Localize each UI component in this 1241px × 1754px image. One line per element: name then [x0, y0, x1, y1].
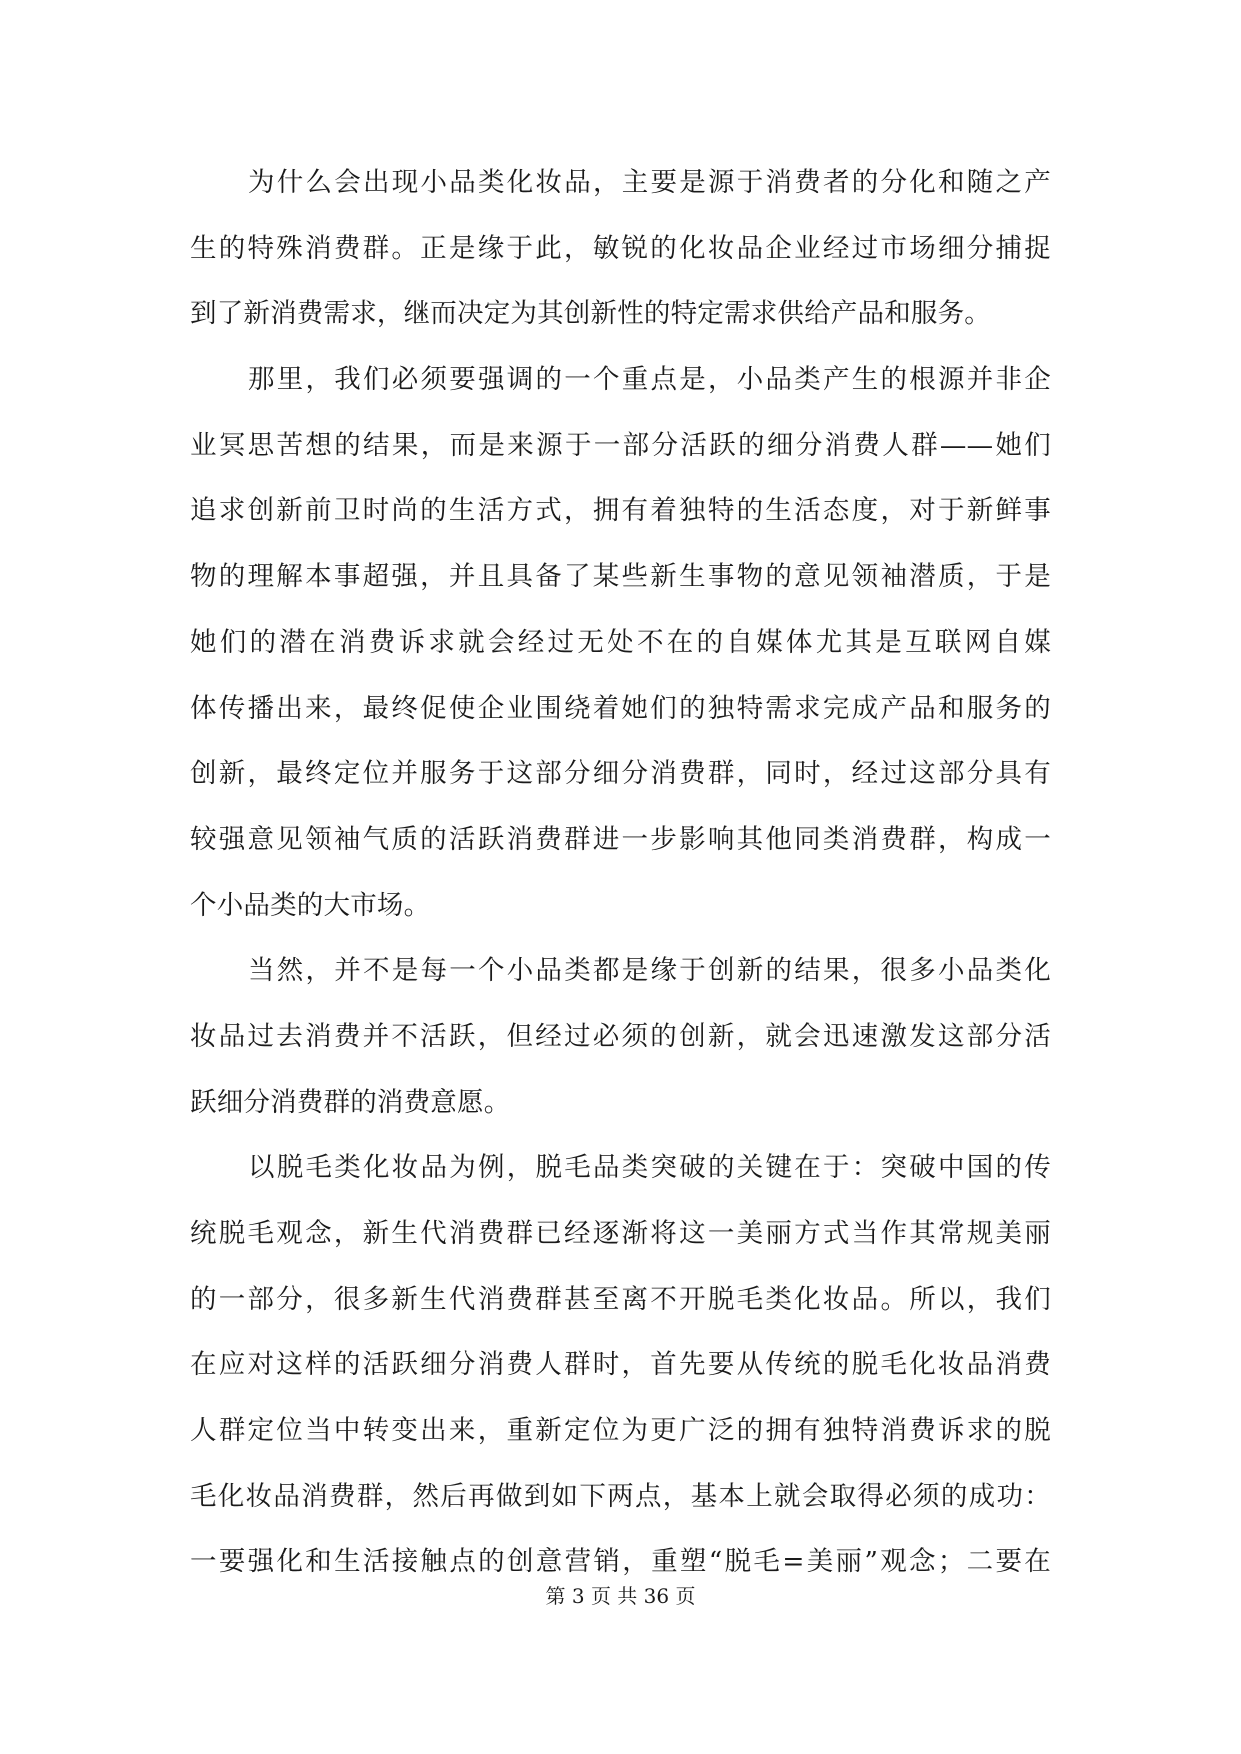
text-line: 当然，并不是每一个小品类都是缘于创新的结果，很多小品类化 — [248, 955, 1051, 987]
text-line: 追求创新前卫时尚的生活方式，拥有着独特的生活态度，对于新鲜事 — [190, 495, 1051, 527]
text-line: 在应对这样的活跃细分消费人群时，首先要从传统的脱毛化妆品消费 — [190, 1349, 1051, 1381]
text-line: 到了新消费需求，继而决定为其创新性的特定需求供给产品和服务。 — [190, 298, 991, 330]
text-line: 的一部分，很多新生代消费群甚至离不开脱毛类化妆品。所以，我们 — [190, 1283, 1051, 1315]
text-line: 那里，我们必须要强调的一个重点是，小品类产生的根源并非企 — [248, 364, 1051, 396]
text-line: 跃细分消费群的消费意愿。 — [190, 1086, 511, 1118]
text-line: 一要强化和生活接触点的创意营销，重塑“脱毛=美丽”观念；二要在 — [190, 1546, 1051, 1578]
text-line: 毛化妆品消费群，然后再做到如下两点，基本上就会取得必须的成功： — [190, 1480, 1051, 1512]
text-line: 业冥思苦想的结果，而是来源于一部分活跃的细分消费人群——她们 — [190, 429, 1051, 461]
text-line: 统脱毛观念，新生代消费群已经逐渐将这一美丽方式当作其常规美丽 — [190, 1218, 1051, 1249]
body-text — [190, 160, 1051, 1605]
text-line: 创新，最终定位并服务于这部分细分消费群，同时，经过这部分具有 — [190, 758, 1051, 790]
text-line: 人群定位当中转变出来，重新定位为更广泛的拥有独特消费诉求的脱 — [190, 1415, 1051, 1447]
text-line: 她们的潜在消费诉求就会经过无处不在的自媒体尤其是互联网自媒 — [190, 626, 1051, 658]
text-line: 物的理解本事超强，并且具备了某些新生事物的意见领袖潜质，于是 — [190, 561, 1051, 593]
text-line: 较强意见领袖气质的活跃消费群进一步影响其他同类消费群，构成一 — [190, 823, 1051, 855]
page-footer: 第 3 页 共 36 页 — [545, 1584, 696, 1608]
text-line: 为什么会出现小品类化妆品，主要是源于消费者的分化和随之产 — [248, 167, 1051, 198]
text-line: 个小品类的大市场。 — [190, 889, 431, 921]
text-line: 生的特殊消费群。正是缘于此，敏锐的化妆品企业经过市场细分捕捉 — [190, 232, 1051, 264]
text-line: 体传播出来，最终促使企业围绕着她们的独特需求完成产品和服务的 — [190, 692, 1051, 724]
text-line: 以脱毛类化妆品为例，脱毛品类突破的关键在于：突破中国的传 — [248, 1152, 1051, 1184]
text-line: 妆品过去消费并不活跃，但经过必须的创新，就会迅速激发这部分活 — [190, 1020, 1051, 1052]
